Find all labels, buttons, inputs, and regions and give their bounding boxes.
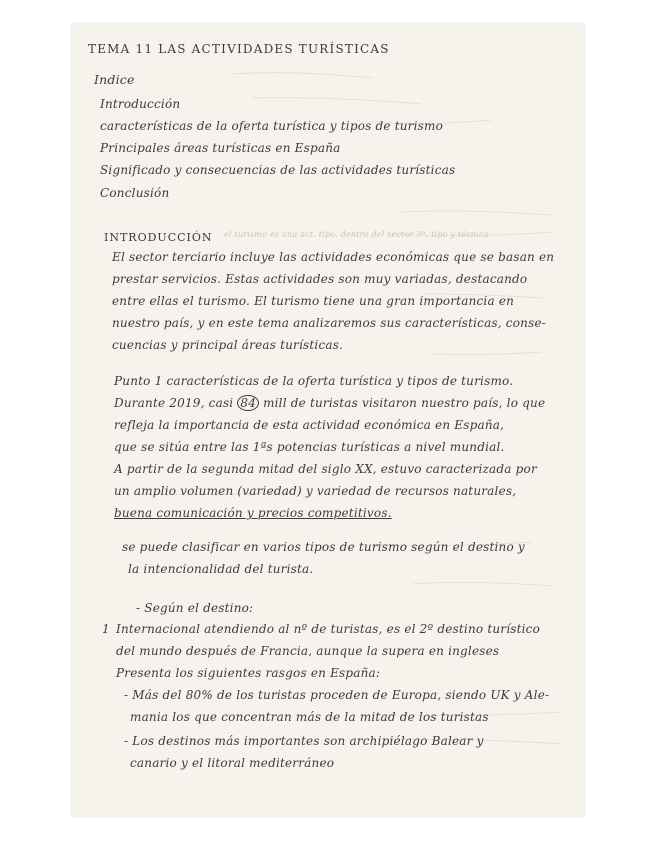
index-heading: Indice — [94, 72, 135, 87]
index-item: Introducción — [100, 97, 181, 111]
intro-line: prestar servicios. Estas actividades son muy variadas, destacando — [112, 272, 528, 286]
punto1-underlined: buena comunicación y precios competitivos. — [114, 506, 392, 520]
punto1-line — [114, 396, 545, 410]
index-item: características de la oferta turística y tipos de turismo — [100, 119, 443, 133]
circled-number: 84 — [237, 395, 259, 411]
punto1-line: refleja la importancia de esta actividad económica en España, — [114, 418, 505, 432]
punto1-line: A partir de la segunda mitad del siglo XX, estuvo caracterizada por — [114, 462, 537, 476]
destino-sub2-line: canario y el litoral mediterráneo — [130, 756, 335, 770]
punto1-line: un amplio volumen (variedad) y variedad de recursos naturales, — [114, 484, 517, 498]
index-item: Principales áreas turísticas en España — [100, 141, 341, 155]
destino-sub2-line: - Los destinos más importantes son archipiélago Balear y — [124, 734, 484, 748]
punto1-heading: Punto 1 características de la oferta turística y tipos de turismo. — [114, 374, 514, 388]
intro-faint-note: el turismo es una act. tipo. dentro del sector 3º, tipo y técnica — [224, 230, 489, 239]
destino-sub1-line: - Más del 80% de los turistas proceden de Europa, siendo UK y Ale- — [124, 688, 550, 702]
index-item: Significado y consecuencias de las actividades turísticas — [100, 163, 456, 177]
destino-line: Internacional atendiendo al nº de turistas, es el 2º destino turístico — [116, 622, 541, 636]
page-title: TEMA 11 LAS ACTIVIDADES TURÍSTICAS — [88, 42, 390, 56]
intro-line: entre ellas el turismo. El turismo tiene una gran importancia en — [112, 294, 515, 308]
intro-line: El sector terciario incluye las actividades económicas que se basan en — [112, 250, 555, 264]
destino-sub1-line: mania los que concentran más de la mitad de los turistas — [130, 710, 489, 724]
punto1-line: que se sitúa entre las 1ªs potencias turísticas a nivel mundial. — [114, 440, 505, 454]
clasificar-line: se puede clasificar en varios tipos de turismo según el destino y — [122, 540, 525, 554]
clasificar-line: la intencionalidad del turista. — [128, 562, 314, 576]
punto1-line2-end: mill de turistas visitaron nuestro país, lo que — [263, 396, 546, 410]
bullet-number: 1 — [102, 622, 110, 636]
intro-heading: INTRODUCCIÓN — [104, 231, 213, 244]
destino-line: del mundo después de Francia, aunque la supera en ingleses — [116, 644, 500, 658]
destino-line: Presenta los siguientes rasgos en España: — [116, 666, 381, 680]
punto1-line2-start: Durante 2019, casi — [114, 396, 234, 410]
index-item: Conclusión — [100, 186, 170, 200]
intro-line: cuencias y principal áreas turísticas. — [112, 338, 344, 352]
intro-line: nuestro país, y en este tema analizaremos sus características, conse- — [112, 316, 546, 330]
destino-subheading: - Según el destino: — [136, 601, 254, 615]
notebook-page — [72, 24, 584, 816]
